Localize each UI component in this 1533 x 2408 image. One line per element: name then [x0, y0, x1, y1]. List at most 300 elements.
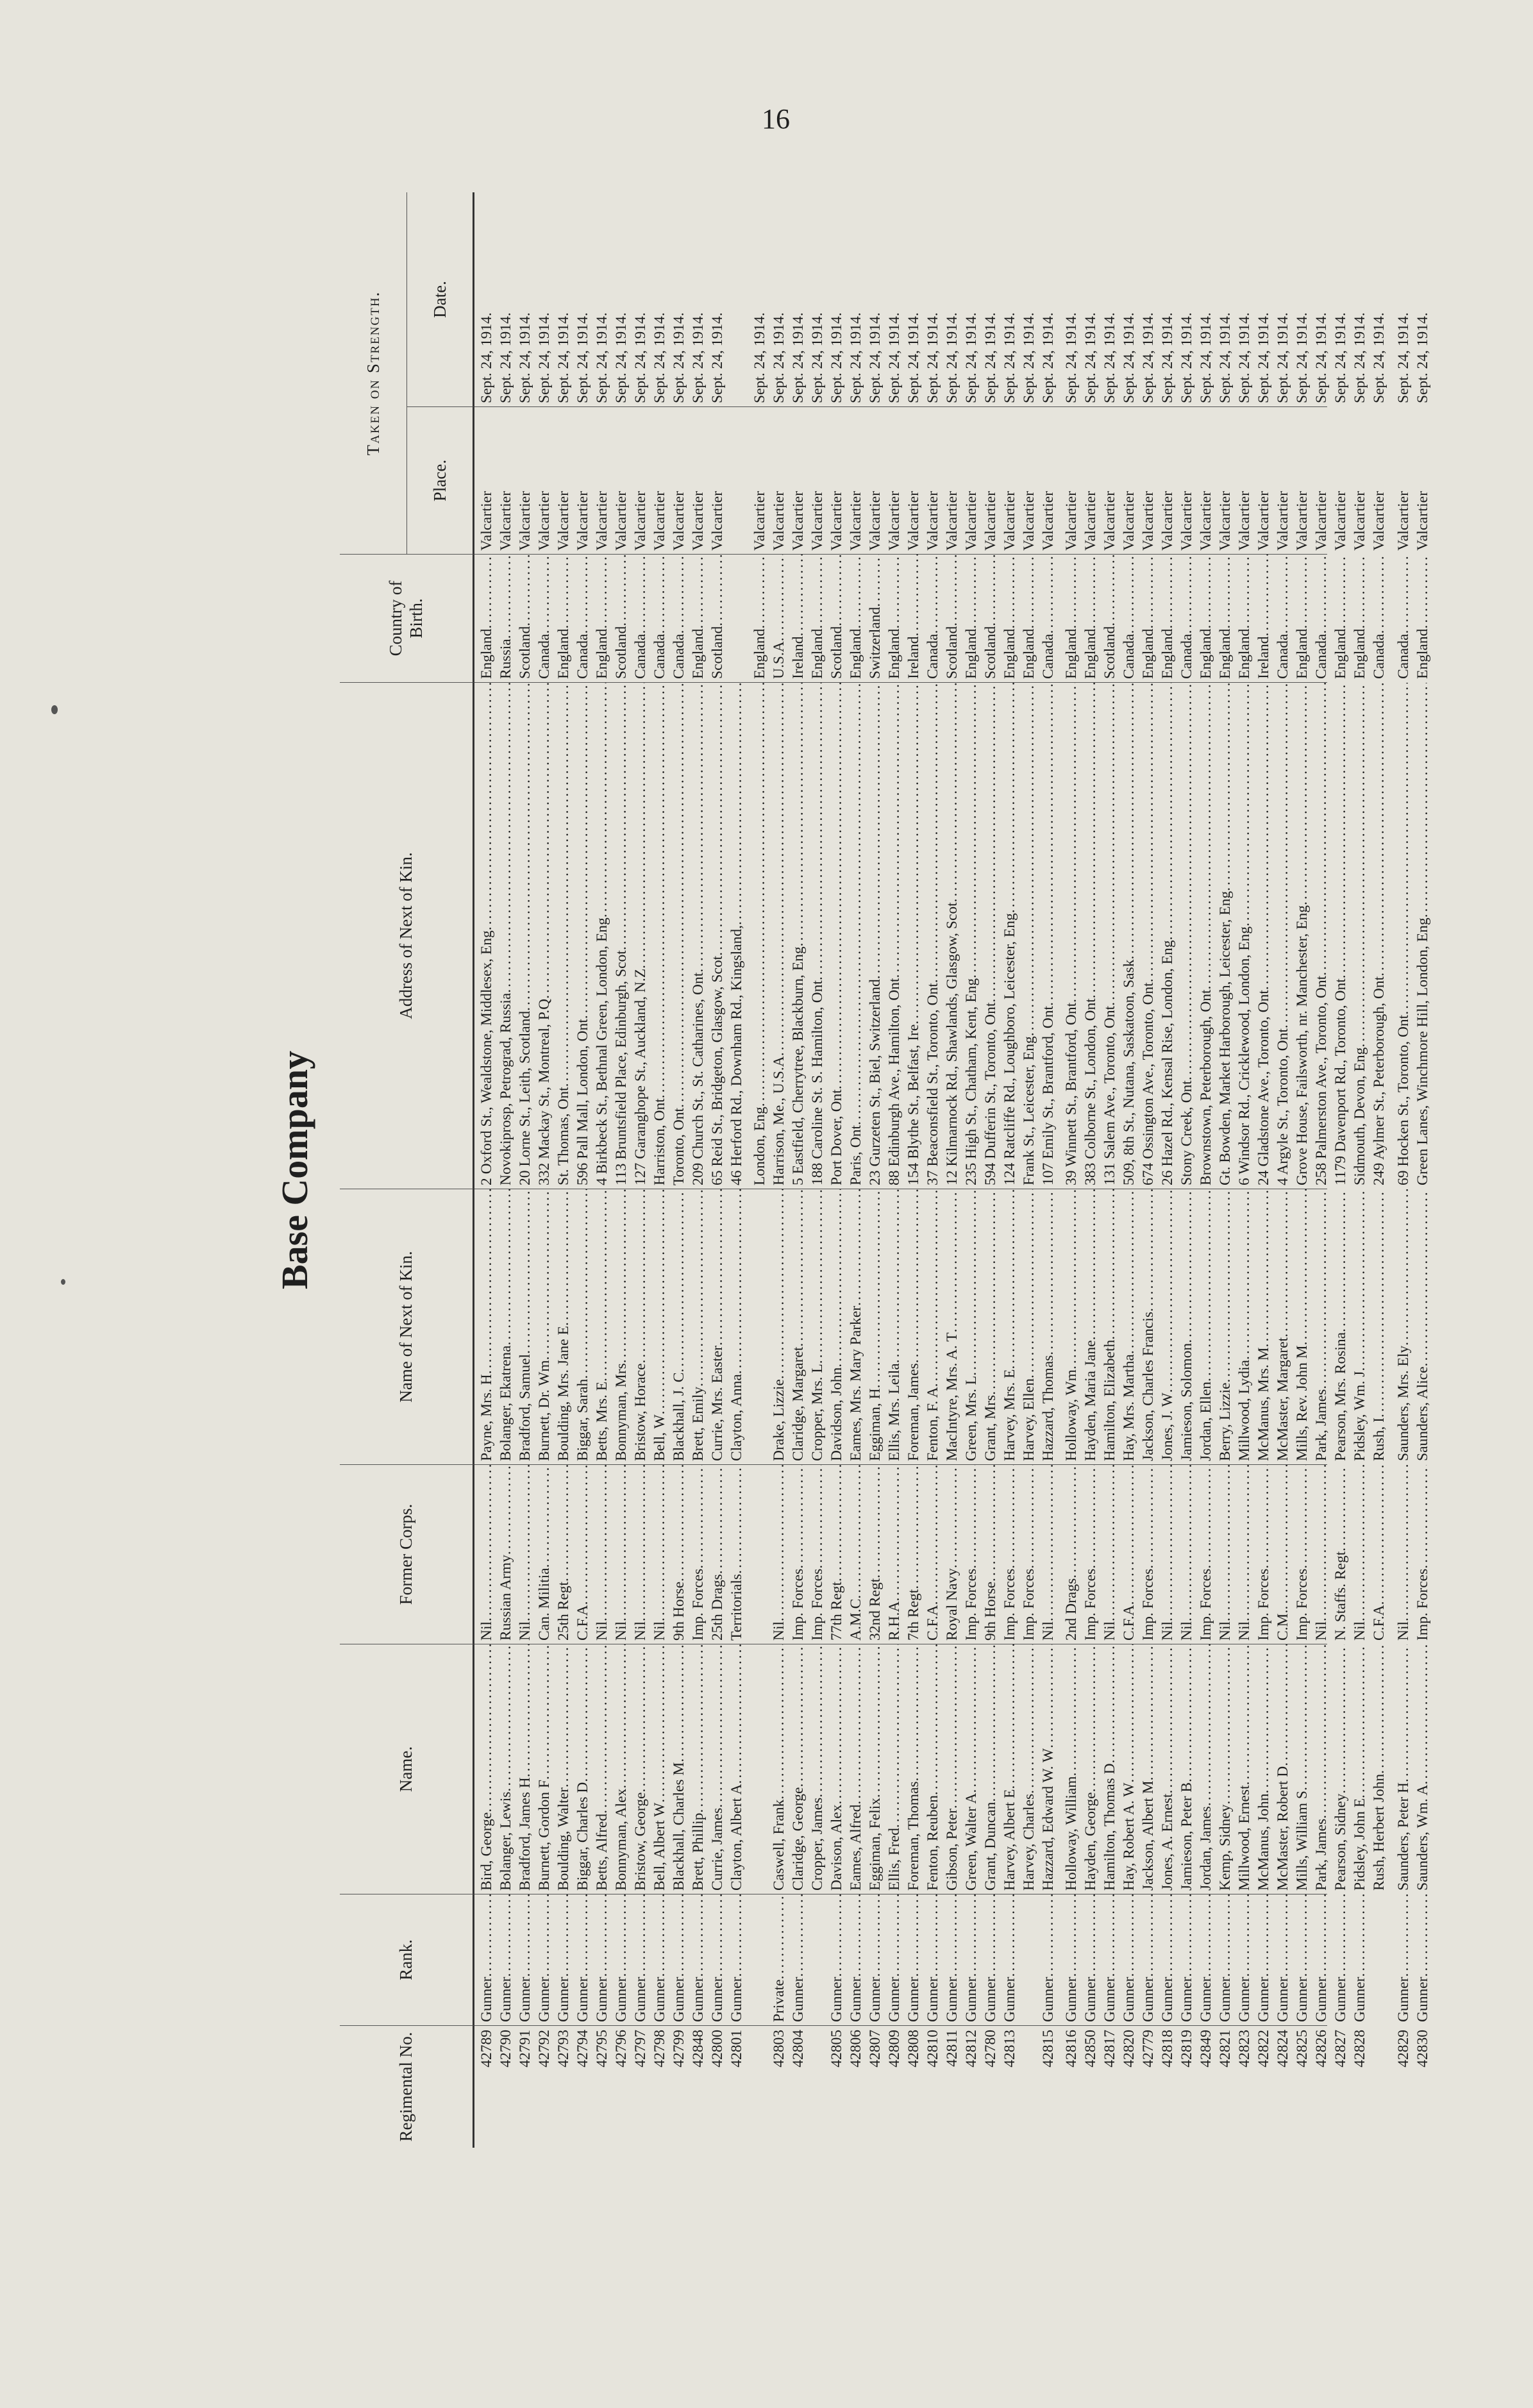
cell-country-of-birth-text: Canada — [1371, 633, 1387, 679]
cell-next-of-kin-name-text: Cropper, Mrs. L — [809, 1364, 826, 1461]
cell-next-of-kin-name — [1254, 1189, 1273, 1465]
cell-name — [689, 1644, 708, 1894]
cell-place — [515, 407, 535, 555]
cell-date-text: Sept. 24, 1914. — [709, 312, 726, 403]
cell-former-corps-text: Imp. Forces — [690, 1568, 707, 1641]
cell-rank-text: Private — [771, 1979, 787, 2022]
cell-former-corps-text: C.F.A — [574, 1605, 591, 1641]
cell-place-text: Valcartier — [1236, 490, 1253, 551]
cell-name-text: Hayden, George — [1082, 1792, 1099, 1891]
cell-next-of-kin-address — [592, 683, 612, 1189]
cell-former-corps — [885, 1465, 904, 1644]
header-country-of-birth-label: Country of Birth. — [386, 580, 426, 656]
table-row — [1039, 192, 1058, 2148]
cell-place — [496, 407, 515, 555]
cell-place-text: Valcartier — [1121, 490, 1137, 551]
cell-next-of-kin-name-text: Davidson, John — [828, 1367, 845, 1461]
cell-name — [808, 1644, 827, 1894]
table-row — [981, 192, 1000, 2148]
header-former-corps-label: Former Corps. — [396, 1503, 415, 1605]
cell-country-of-birth-text: Canada — [1040, 633, 1057, 679]
cell-name — [1081, 1644, 1100, 1894]
cell-date-text: Sept. 24, 1914. — [632, 312, 649, 403]
cell-rank-text: Gunner — [1178, 1977, 1195, 2022]
cell-next-of-kin-name-text: McMaster, Margaret — [1275, 1337, 1291, 1461]
cell-next-of-kin-address — [1081, 683, 1100, 1189]
cell-place-text: Valcartier — [963, 490, 980, 551]
table-row — [1254, 192, 1273, 2148]
cell-name-text: Rush, Herbert John — [1371, 1773, 1387, 1891]
table-row — [769, 192, 789, 2148]
cell-place — [885, 407, 904, 555]
cell-name-text: Hay, Robert A. W — [1121, 1782, 1137, 1891]
cell-next-of-kin-address-text: 127 Garanghope St., Auckland, N.Z — [632, 968, 649, 1185]
header-regimental-no — [340, 2026, 474, 2148]
cell-country-of-birth — [962, 555, 981, 683]
cell-rank — [1350, 1894, 1370, 2026]
cell-place-text: Valcartier — [651, 490, 668, 551]
cell-name-text: Park, James — [1313, 1818, 1330, 1891]
cell-country-of-birth — [846, 555, 866, 683]
cell-next-of-kin-name — [1273, 1189, 1293, 1465]
cell-regimental-no — [612, 2026, 631, 2148]
cell-next-of-kin-name-text: Hay, Mrs. Martha — [1121, 1354, 1137, 1461]
cell-next-of-kin-address-text: 509, 8th St., Nutana, Saskatoon, Sask — [1121, 959, 1137, 1185]
cell-next-of-kin-address-text: St. Thomas, Ont — [555, 1087, 572, 1185]
cell-rank — [904, 1894, 923, 2026]
cell-former-corps-text: Russian Army — [498, 1555, 514, 1641]
cell-rank-text: Gunner — [613, 1977, 630, 2022]
cell-next-of-kin-address-text: 23 Gurzeten St., Biel, Switzerland — [867, 979, 884, 1185]
cell-next-of-kin-address — [612, 683, 631, 1189]
cell-name — [1119, 1644, 1139, 1894]
cell-name — [846, 1644, 866, 1894]
cell-next-of-kin-address — [573, 683, 592, 1189]
cell-regimental-no-text: 42801 — [728, 2030, 745, 2068]
cell-next-of-kin-name-text: Bolanger, Ekatrena — [498, 1345, 514, 1461]
cell-next-of-kin-name-text: McManus, Mrs. M — [1255, 1347, 1272, 1461]
cell-next-of-kin-name-text: Berry, Lizzie — [1217, 1382, 1234, 1461]
cell-country-of-birth-text: England — [1236, 628, 1253, 679]
cell-next-of-kin-address — [708, 683, 727, 1189]
cell-place — [1273, 407, 1293, 555]
cell-former-corps-text: Imp. Forces — [1021, 1568, 1037, 1641]
cell-regimental-no — [1293, 2026, 1312, 2148]
cell-rank-text: Gunner — [1313, 1977, 1330, 2022]
cell-date-text: Sept. 24, 1914. — [1040, 312, 1057, 403]
cell-regimental-no — [1000, 2026, 1019, 2148]
cell-place-text: Valcartier — [613, 490, 630, 551]
cell-rank — [1293, 1894, 1312, 2026]
cell-name — [1273, 1644, 1293, 1894]
cell-next-of-kin-name-text: Boulding, Mrs. Jane E — [555, 1326, 572, 1461]
cell-name — [1413, 1644, 1432, 1894]
cell-rank-text: Gunner — [478, 1977, 495, 2022]
cell-rank — [1177, 1894, 1196, 2026]
cell-country-of-birth-text: Canada — [1313, 633, 1330, 679]
table-row — [1019, 192, 1039, 2148]
cell-next-of-kin-address — [846, 683, 866, 1189]
cell-next-of-kin-name-text: Jones, J. W — [1159, 1392, 1176, 1461]
cell-regimental-no — [573, 2026, 592, 2148]
cell-next-of-kin-address — [515, 683, 535, 1189]
cell-next-of-kin-name-text: Brett, Emily — [690, 1386, 707, 1461]
cell-next-of-kin-name — [827, 1189, 846, 1465]
cell-next-of-kin-address — [904, 683, 923, 1189]
cell-date-text: Sept. 24, 1914. — [1352, 312, 1368, 403]
cell-place — [1350, 407, 1370, 555]
cell-name-text: Bradford, James H — [517, 1777, 533, 1891]
cell-regimental-no — [1019, 2026, 1039, 2148]
cell-date-text: Sept. 24, 1914. — [1063, 312, 1080, 403]
cell-place — [1312, 407, 1331, 555]
cell-next-of-kin-address — [1062, 683, 1081, 1189]
cell-date — [923, 192, 942, 407]
cell-name — [1394, 1644, 1413, 1894]
cell-regimental-no — [1139, 2026, 1158, 2148]
cell-rank — [1000, 1894, 1019, 2026]
cell-next-of-kin-address — [808, 683, 827, 1189]
cell-former-corps — [981, 1465, 1000, 1644]
cell-rank — [1394, 1894, 1413, 2026]
cell-name-text: Pidsley, John E — [1352, 1798, 1368, 1891]
cell-former-corps — [708, 1465, 727, 1644]
cell-regimental-no-text: 42796 — [613, 2030, 630, 2068]
cell-next-of-kin-address — [1158, 683, 1177, 1189]
cell-rank-text: Gunner — [1063, 1977, 1080, 2022]
cell-next-of-kin-address-text: 154 Blythe St., Belfast, Ire — [905, 1024, 922, 1185]
cell-former-corps-text: Nil — [1217, 1621, 1234, 1641]
cell-name — [1350, 1644, 1370, 1894]
cell-place — [1019, 407, 1039, 555]
cell-date — [942, 192, 962, 407]
cell-place — [981, 407, 1000, 555]
cell-place — [1413, 407, 1432, 555]
cell-country-of-birth-text: Ireland — [905, 636, 922, 679]
cell-country-of-birth-text: Ireland — [1255, 636, 1272, 679]
cell-next-of-kin-name — [1039, 1189, 1058, 1465]
cell-former-corps-text: Nil — [632, 1621, 649, 1641]
cell-next-of-kin-name-text: Fenton, F. A — [925, 1387, 941, 1461]
cell-regimental-no-text: 42816 — [1063, 2030, 1080, 2068]
cell-former-corps — [650, 1465, 669, 1644]
cell-name — [885, 1644, 904, 1894]
cell-name — [1000, 1644, 1019, 1894]
cell-next-of-kin-address — [962, 683, 981, 1189]
cell-next-of-kin-name — [1119, 1189, 1139, 1465]
cell-date-text: Sept. 24, 1914. — [1001, 312, 1018, 403]
header-next-of-kin-name — [340, 1189, 474, 1465]
cell-next-of-kin-address-text: Sidmouth, Devon, Eng — [1352, 1047, 1368, 1185]
cell-regimental-no-text: 42798 — [651, 2030, 668, 2068]
cell-regimental-no — [846, 2026, 866, 2148]
cell-rank — [1139, 1894, 1158, 2026]
cell-next-of-kin-address — [554, 683, 573, 1189]
cell-next-of-kin-address — [1273, 683, 1293, 1189]
cell-next-of-kin-address-text: Harriston, Ont — [651, 1098, 668, 1185]
cell-former-corps — [1000, 1465, 1019, 1644]
cell-country-of-birth — [689, 555, 708, 683]
cell-place — [846, 407, 866, 555]
cell-name — [554, 1644, 573, 1894]
cell-date-text: Sept. 24, 1914. — [751, 312, 768, 403]
cell-regimental-no-text: 42797 — [632, 2030, 649, 2068]
cell-next-of-kin-name — [1100, 1189, 1119, 1465]
cell-next-of-kin-address-text: 88 Edinburgh Ave., Hamilton, Ont — [886, 978, 903, 1185]
cell-former-corps — [1293, 1465, 1312, 1644]
cell-next-of-kin-name-text: Pidsley, Wm. J — [1352, 1371, 1368, 1461]
cell-rank — [1370, 1894, 1389, 2026]
cell-rank-text: Gunner — [944, 1977, 960, 2022]
cell-next-of-kin-address-text: 258 Palmerston Ave., Toronto, Ont — [1313, 975, 1330, 1185]
cell-place-text: Valcartier — [574, 490, 591, 551]
cell-next-of-kin-address — [769, 683, 789, 1189]
table-row — [496, 192, 515, 2148]
cell-next-of-kin-name — [750, 1189, 769, 1465]
cell-regimental-no — [515, 2026, 535, 2148]
cell-date — [1039, 192, 1058, 407]
cell-place-text: Valcartier — [1371, 490, 1387, 551]
cell-former-corps — [1273, 1465, 1293, 1644]
cell-date-text: Sept. 24, 1914. — [809, 312, 826, 403]
cell-country-of-birth — [708, 555, 727, 683]
cell-rank — [1081, 1894, 1100, 2026]
cell-next-of-kin-name-text: Jamieson, Solomon — [1178, 1342, 1195, 1461]
cell-next-of-kin-address — [1039, 683, 1058, 1189]
cell-next-of-kin-address — [1394, 683, 1413, 1189]
cell-next-of-kin-name-text: Saunders, Alice — [1414, 1366, 1431, 1461]
cell-name — [1196, 1644, 1216, 1894]
cell-name — [750, 1644, 769, 1894]
cell-next-of-kin-address-text: 674 Ossington Ave., Toronto, Ont — [1140, 982, 1157, 1185]
cell-name-text: Ellis, Fred — [886, 1828, 903, 1891]
cell-next-of-kin-name — [1370, 1189, 1389, 1465]
cell-former-corps — [669, 1465, 689, 1644]
cell-former-corps — [515, 1465, 535, 1644]
cell-name-text: McManus, John — [1255, 1793, 1272, 1891]
cell-regimental-no-text: 42803 — [771, 2030, 787, 2068]
cell-next-of-kin-address-text: Toronto, Ont — [671, 1107, 687, 1185]
cell-date — [1196, 192, 1216, 407]
cell-name-text: Boulding, Walter — [555, 1787, 572, 1891]
cell-date — [808, 192, 827, 407]
cell-next-of-kin-name — [1158, 1189, 1177, 1465]
cell-rank — [1019, 1894, 1039, 2026]
cell-next-of-kin-name — [612, 1189, 631, 1465]
cell-next-of-kin-address — [1139, 683, 1158, 1189]
cell-place — [923, 407, 942, 555]
cell-regimental-no-text: 42827 — [1332, 2030, 1349, 2068]
cell-country-of-birth — [1000, 555, 1019, 683]
cell-rank-text: Gunner — [925, 1977, 941, 2022]
cell-rank — [866, 1894, 885, 2026]
ink-spot — [51, 705, 58, 714]
header-next-of-kin-address-label: Address of Next of Kin. — [396, 852, 415, 1019]
cell-former-corps-text: Nil — [613, 1621, 630, 1641]
cell-country-of-birth-text: England — [1001, 628, 1018, 679]
cell-next-of-kin-name-text: Clayton, Anna — [728, 1374, 745, 1461]
cell-place — [1216, 407, 1235, 555]
cell-place-text: Valcartier — [809, 490, 826, 551]
cell-country-of-birth-text: Canada — [1178, 633, 1195, 679]
cell-country-of-birth-text: England — [478, 628, 495, 679]
cell-next-of-kin-name — [846, 1189, 866, 1465]
cell-country-of-birth — [1158, 555, 1177, 683]
cell-regimental-no — [535, 2026, 554, 2148]
table-row — [1119, 192, 1139, 2148]
header-former-corps — [340, 1465, 474, 1644]
cell-regimental-no — [1119, 2026, 1139, 2148]
cell-next-of-kin-address-text: 6 Windsor Rd., Cricklewood, London, Eng — [1236, 926, 1253, 1185]
cell-next-of-kin-name-text: Park, James — [1313, 1389, 1330, 1461]
cell-rank-text: Gunner — [963, 1977, 980, 2022]
cell-place — [1139, 407, 1158, 555]
cell-next-of-kin-address-text: 20 Lorne St., Leith, Scotland — [517, 1010, 533, 1185]
cell-rank — [650, 1894, 669, 2026]
cell-former-corps — [1177, 1465, 1196, 1644]
cell-regimental-no — [904, 2026, 923, 2148]
cell-regimental-no — [1216, 2026, 1235, 2148]
cell-rank-text: Gunner — [848, 1977, 864, 2022]
cell-date — [1019, 192, 1039, 407]
cell-name — [1312, 1644, 1331, 1894]
cell-rank-text: Gunner — [905, 1977, 922, 2022]
cell-regimental-no-text: 42808 — [905, 2030, 922, 2068]
cell-country-of-birth — [1019, 555, 1039, 683]
cell-rank — [631, 1894, 650, 2026]
cell-date — [1312, 192, 1331, 407]
cell-rank — [827, 1894, 846, 2026]
cell-former-corps — [1312, 1465, 1331, 1644]
cell-name — [769, 1644, 789, 1894]
cell-rank — [769, 1894, 789, 2026]
cell-place — [1370, 407, 1389, 555]
cell-next-of-kin-name-text: Pearson, Mrs. Rosina — [1332, 1332, 1349, 1461]
cell-name-text: Bristow, George — [632, 1792, 649, 1891]
cell-next-of-kin-name — [1394, 1189, 1413, 1465]
cell-regimental-no — [827, 2026, 846, 2148]
table-row — [885, 192, 904, 2148]
cell-rank-text: Gunner — [1121, 1977, 1137, 2022]
cell-next-of-kin-name-text: Holloway, Wm — [1063, 1369, 1080, 1461]
cell-name — [727, 1644, 746, 1894]
cell-name — [942, 1644, 962, 1894]
cell-place-text: Valcartier — [1294, 490, 1311, 551]
cell-name — [515, 1644, 535, 1894]
cell-next-of-kin-address — [689, 683, 708, 1189]
cell-place-text: Valcartier — [1352, 490, 1368, 551]
cell-next-of-kin-address — [1119, 683, 1139, 1189]
cell-place-text: Valcartier — [905, 490, 922, 551]
cell-place — [1158, 407, 1177, 555]
cell-former-corps-text: C.F.A — [925, 1605, 941, 1641]
cell-date-text: Sept. 24, 1914. — [1198, 312, 1214, 403]
cell-date — [1413, 192, 1432, 407]
cell-rank-text: Gunner — [517, 1977, 533, 2022]
header-rank-label: Rank. — [396, 1939, 415, 1980]
cell-rank-text: Gunner — [828, 1977, 845, 2022]
cell-country-of-birth-text: Canada — [1275, 633, 1291, 679]
cell-place — [1119, 407, 1139, 555]
cell-country-of-birth-text: England — [848, 628, 864, 679]
cell-country-of-birth-text: England — [1332, 628, 1349, 679]
cell-date — [1254, 192, 1273, 407]
cell-next-of-kin-name — [1177, 1189, 1196, 1465]
cell-place-text: Valcartier — [1102, 490, 1118, 551]
cell-regimental-no-text: 42790 — [498, 2030, 514, 2068]
cell-place-text: Valcartier — [867, 490, 884, 551]
cell-regimental-no — [1350, 2026, 1370, 2148]
table-row — [650, 192, 669, 2148]
cell-regimental-no-text: 42805 — [828, 2030, 845, 2068]
cell-date-text: Sept. 24, 1914. — [594, 312, 610, 403]
table-row — [592, 192, 612, 2148]
cell-name-text: Millwood, Ernest — [1236, 1785, 1253, 1891]
cell-former-corps — [1119, 1465, 1139, 1644]
cell-name — [1370, 1644, 1389, 1894]
cell-rank — [789, 1894, 808, 2026]
cell-name-text: Harvey, Charles — [1021, 1793, 1037, 1891]
cell-former-corps-text: 32nd Regt — [867, 1578, 884, 1641]
cell-name — [1039, 1644, 1058, 1894]
cell-country-of-birth — [750, 555, 769, 683]
table-row — [1312, 192, 1331, 2148]
cell-next-of-kin-name-text: Jordan, Ellen — [1198, 1382, 1214, 1461]
cell-name-text: Biggar, Charles D — [574, 1782, 591, 1891]
cell-country-of-birth-text: Scotland — [517, 626, 533, 679]
cell-place — [669, 407, 689, 555]
cell-former-corps-text: 9th Horse — [982, 1581, 999, 1641]
cell-date-text: Sept. 24, 1914. — [1140, 312, 1157, 403]
cell-place — [1235, 407, 1254, 555]
cell-place-text: Valcartier — [498, 490, 514, 551]
cell-next-of-kin-name — [1413, 1189, 1432, 1465]
cell-place-text: Valcartier — [828, 490, 845, 551]
cell-place-text: Valcartier — [1395, 490, 1412, 551]
cell-next-of-kin-name-text: Bell, W — [651, 1414, 668, 1461]
cell-country-of-birth — [981, 555, 1000, 683]
cell-next-of-kin-address — [1413, 683, 1432, 1189]
cell-regimental-no — [750, 2026, 769, 2148]
cell-next-of-kin-name-text: Bonnyman, Mrs — [613, 1363, 630, 1461]
cell-former-corps — [866, 1465, 885, 1644]
cell-regimental-no — [1331, 2026, 1350, 2148]
cell-rank — [923, 1894, 942, 2026]
cell-rank-text: Gunner — [1332, 1977, 1349, 2022]
cell-name-text: Grant, Duncan — [982, 1802, 999, 1891]
cell-next-of-kin-name — [942, 1189, 962, 1465]
cell-country-of-birth — [866, 555, 885, 683]
cell-date — [962, 192, 981, 407]
cell-next-of-kin-name-text: Betts, Mrs. E — [594, 1381, 610, 1461]
cell-place-text: Valcartier — [1178, 490, 1195, 551]
cell-country-of-birth-text: Scotland — [982, 626, 999, 679]
cell-former-corps — [846, 1465, 866, 1644]
cell-country-of-birth-text: England — [809, 628, 826, 679]
cell-former-corps-text: C.M. — [1275, 1609, 1291, 1641]
header-place — [407, 407, 474, 555]
cell-former-corps — [923, 1465, 942, 1644]
cell-date-text: Sept. 24, 1914. — [1021, 312, 1037, 403]
table-row — [1331, 192, 1350, 2148]
cell-name-text: Bird, George — [478, 1812, 495, 1891]
cell-next-of-kin-address — [1000, 683, 1019, 1189]
cell-former-corps — [1158, 1465, 1177, 1644]
cell-former-corps — [631, 1465, 650, 1644]
cell-former-corps — [1350, 1465, 1370, 1644]
cell-rank-text: Gunner — [1198, 1977, 1214, 2022]
cell-date — [750, 192, 769, 407]
